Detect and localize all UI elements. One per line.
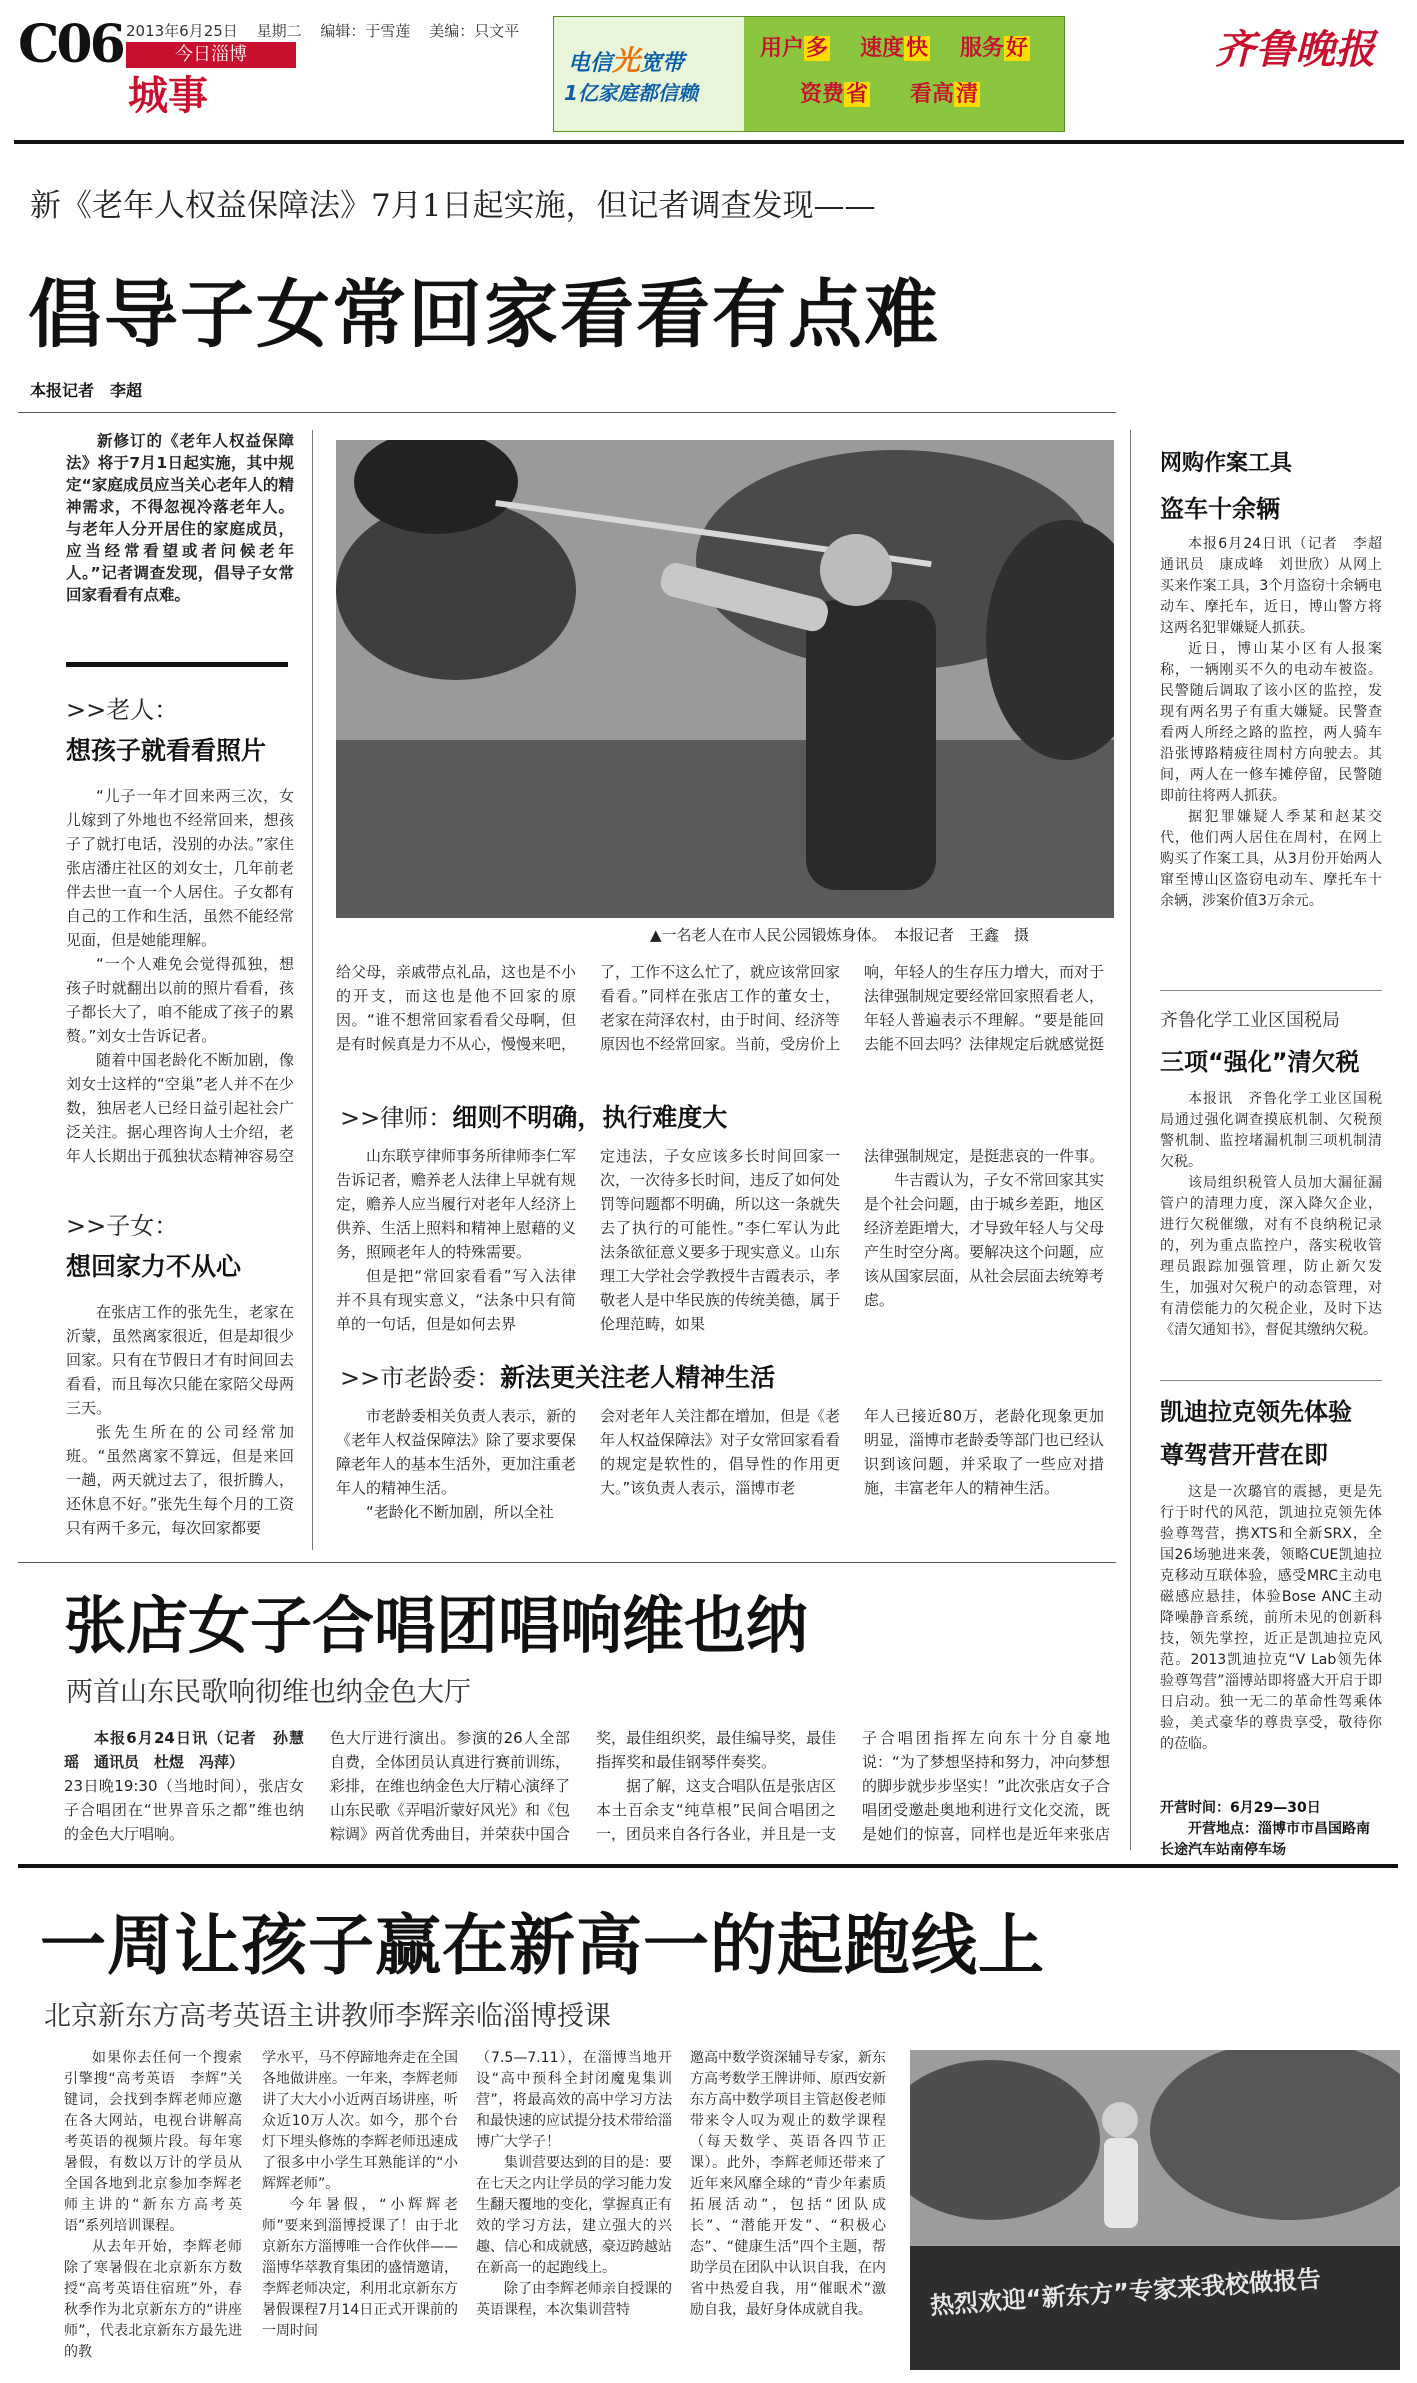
- story2-col-1: [64, 1726, 304, 1842]
- s3-c-para-1: 法律强制规定，是挺悲哀的一件事。: [864, 1147, 1104, 1165]
- ad-brand-tail: 宽带: [640, 51, 685, 76]
- story1-lead-text: 新修订的《老年人权益保障法》将于7月1日起实施，其中规定“家庭成员应当关心老年人的精神需求，不得忽视冷落老年人。与老年人分开居住的家庭成员，应当经常看望或者问候老年人。”记者调查发现，倡导子女常回家看看有点难。: [66, 432, 294, 604]
- sidebar-item-auto-theft: [1160, 446, 1382, 974]
- man-body: [806, 600, 936, 890]
- speaker-body: [1104, 2138, 1138, 2228]
- lead-rule: [66, 662, 288, 667]
- ad-brand-highlight: 光: [612, 44, 641, 77]
- sidebar-rule-2: [1160, 1380, 1382, 1381]
- story3-col1-para-1: 如果你去任何一个搜索引擎搜“高考英语 李辉”关键词，会找到李辉老师应邀在各大网站，电视台讲解高考英语的视频片段。每年寒暑假，有数以万计的学员从全国各地到北京参加李辉老师主讲的“新东方高考英语”系列培训课程。: [64, 2050, 242, 2234]
- s2-body: [66, 1300, 294, 1544]
- mid-col-b: [600, 960, 840, 1060]
- s3-heading: [340, 1098, 727, 1134]
- story1-rule: [18, 412, 1116, 413]
- story3-photo: [910, 2050, 1400, 2370]
- story1-byline: 本报记者 李超: [30, 381, 143, 400]
- story2-subhead: 两首山东民歌响彻维也纳金色大厅: [66, 1677, 471, 1708]
- park-exercise-illustration: [336, 440, 1114, 918]
- a3-title-1: 凯迪拉克领先体验: [1160, 1398, 1352, 1426]
- story2-col-3: [596, 1726, 836, 1842]
- designer: 美编：只文平: [429, 22, 520, 40]
- s4-b-text: 会对老年人关注都在增加，但是《老年人权益保障法》对子女常回家看看的规定是软性的，倡导性的作用更大。”该负责人表示，淄博市老: [600, 1407, 840, 1497]
- s4-a-para-2: “老龄化不断加剧，所以全社: [366, 1503, 554, 1521]
- s3-prefix: >>律师：: [340, 1104, 453, 1132]
- story3-headline: 一周让孩子赢在新高一的起跑线上: [40, 1907, 1045, 1984]
- ad-slogan-5: 看高清: [910, 82, 979, 107]
- man-head: [820, 534, 892, 606]
- story3-col-3: [476, 2048, 672, 2364]
- s3-b-text: 定违法，子女应该多长时间回家一次，一次待多长时间，违反了如何处罚等问题都不明确，所以这一条就失去了执行的可能性。”李仁军认为此法条欲征意义要多于现实意义。山东理工大学社会学教授牛吉霞表示，孝敬老人是中华民族的传统美德，属于伦理范畴，如果: [600, 1147, 840, 1333]
- s2-para-1: 在张店工作的张先生，老家在沂蒙，虽然离家很近，但是却很少回家。只有在节假日才有时间回去看看，而且每次只能在家陪父母两三天。: [66, 1303, 294, 1417]
- a2-body: [1160, 1089, 1382, 1371]
- ad-brand-top: 电信: [568, 51, 613, 76]
- col-divider-1: [312, 430, 313, 1550]
- mid-col-b-text: 了，工作不这么忙了，就应该常回家看看。”同样在张店工作的董女士，老家在菏泽农村，由于时间、经济等原因也不经常回家。当前，受房价上: [600, 963, 840, 1053]
- s3-col-c: [864, 1144, 1104, 1340]
- sidebar-item-cadillac: [1160, 1392, 1382, 1861]
- story2-col3-para-2: 据了解，这支合唱队伍是张店区本土百余支“纯草根”民间合唱团之一，团员来自各行各业，并且是一支: [596, 1777, 836, 1842]
- story2-col3-para-1: 奖，最佳组织奖，最佳编导奖，最佳指挥奖和最佳钢琴伴奏奖。: [596, 1729, 836, 1771]
- a1-title: 盗车十余辆: [1160, 495, 1280, 523]
- s2-para-2: 张先生所在的公司经常加班。“虽然离家不算远，但是来回一趟，两天就过去了，很折腾人，还休息不好。”张先生每个月的工资只有两千多元，每次回家都要: [66, 1423, 294, 1537]
- story1-kicker: 新《老年人权益保障法》7月1日起实施，但记者调查发现——: [30, 188, 876, 224]
- s1-title: 想孩子就看看照片: [66, 736, 267, 765]
- paper-logo: 齐鲁晚报: [1215, 26, 1375, 73]
- s3-col-b: [600, 1144, 840, 1340]
- mid-col-a: [336, 960, 576, 1060]
- speaker-head: [1102, 2102, 1138, 2138]
- s3-title: 细则不明确，执行难度大: [452, 1103, 728, 1132]
- a3-place: 开营地点：淄博市市昌国路南长途汽车站南停车场: [1160, 1821, 1370, 1858]
- story1-headline: 倡导子女常回家看看有点难: [28, 272, 940, 358]
- s1-para-1: “儿子一年才回来两三次，女儿嫁到了外地也不经常回来，想孩子了就打电话，没别的办法。”家住张店潘庄社区的刘女士，几年前老伴去世一直一个人居住。子女都有自己的工作和生活，虽然不能经常见面，但是她能理解。: [66, 787, 294, 949]
- story3-col-2: [262, 2048, 458, 2364]
- issue-date: 2013年6月25日: [126, 22, 238, 40]
- story2-headline: 张店女子合唱团唱响维也纳: [64, 1589, 809, 1662]
- a1-body: [1160, 534, 1382, 974]
- a2-kicker: 齐鲁化学工业区国税局: [1160, 1010, 1340, 1031]
- a3-text: 这是一次璐官的震撼，更是先行于时代的风范，凯迪拉克领先体验尊驾营，携XTS和全新SRX，全国26场驰进来袭，领略CUE凯迪拉克移动互联体验，感受MRC主动电磁感应悬挂，体验Bose ANC主动降噪静音系统，前所未见的创新科技，领先掌控，近正是凯迪拉克风范。2013凯迪拉克“V Lab领先体验尊驾营”淄博站即将盛大开启于即日启动。独一无二的革命性驾乘体验，美式豪华的尊贵享受，敬待你的莅临。: [1160, 1484, 1382, 1752]
- a1-para-1: 本报6月24日讯（记者 李超 通讯员 康成峰 刘世欣）从网上买来作案工具，3个月盗窃十余辆电动车、摩托车，近日，博山警方将这两名犯罪嫌疑人抓获。: [1160, 536, 1382, 636]
- s2-heading: [66, 1206, 241, 1283]
- s2-prefix: >>子女：: [66, 1212, 179, 1240]
- s3-c-para-2: 牛吉霞认为，子女不常回家其实是个社会问题，由于城乡差距，地区经济差距增大，才导致年轻人与父母产生时空分离。要解决这个问题，应该从国家层面，从社会层面去统筹考虑。: [864, 1171, 1104, 1309]
- ad-slogan-4: 资费省: [800, 82, 869, 107]
- s4-prefix: >>市老龄委：: [340, 1364, 501, 1392]
- story3-col4-text: 邀高中数学资深辅导专家，新东方高考数学王牌讲师、原西安新东方高中数学项目主管赵俊老师带来令人叹为观止的数学课程（每天数学、英语各四节正课）。此外，李辉老师还带来了近年来风靡全球的“青少年素质拓展活动”，包括“团队成长”、“潜能开发”、“积极心态”、“健康生活”四个主题，帮助学员在团队中认识自我，在内省中热爱自我，用“催眠术”激励自我，最好身体成就自我。: [690, 2050, 886, 2318]
- page-number: C06: [18, 14, 123, 75]
- a3-time: 开营时间：6月29—30日: [1160, 1800, 1321, 1816]
- s4-c-text: 年人已接近80万，老龄化现象更加明显，淄博市老龄委等部门也已经认识到该问题，并采取了一些应对措施，丰富老年人的精神生活。: [864, 1407, 1104, 1497]
- sidebar-rule-1: [1160, 990, 1382, 991]
- s1-para-2: “一个人难免会觉得孤独，想孩子时就翻出以前的照片看看，孩子都长大了，咱不能成了孩子的累赘。”刘女士告诉记者。: [66, 955, 294, 1045]
- s1-para-3: 随着中国老龄化不断加剧，像刘女士这样的“空巢”老人并不在少数，独居老人已经日益引起社会广泛关注。据心理咨询人士介绍，老年人长期出于孤独状态精神容易空: [66, 1051, 294, 1165]
- mid-col-c-text: 响，年轻人的生存压力增大，而对于法律强制规定要经常回家照看老人，年轻人普遍表示不理解。“要是能回去能不回去吗？法律规定后就感觉挺: [864, 963, 1104, 1053]
- header-rule: [14, 140, 1404, 144]
- story2-col1-para-1: 23日晚19:30（当地时间），张店女子合唱团在“世界音乐之都”维也纳的金色大厅唱响。: [64, 1777, 304, 1842]
- lecture-photo-illustration: [910, 2050, 1400, 2370]
- s4-heading: [340, 1358, 775, 1394]
- story3-subhead: 北京新东方高考英语主讲教师李辉亲临淄博授课: [44, 2001, 611, 2032]
- s4-a-para-1: 市老龄委相关负责人表示，新的《老年人权益保障法》除了要求要保障老年人的基本生活外，更加注重老年人的精神生活。: [336, 1407, 576, 1497]
- story3-col1-para-2: 从去年开始，李辉老师除了寒暑假在北京新东方数授“高考英语住宿班”外，春秋季作为北京新东方的“讲座师”，代表北京新东方最先进的教: [64, 2239, 242, 2360]
- ad-slogan-2: 速度快: [860, 36, 929, 61]
- page-header: [0, 0, 1417, 140]
- s4-col-b: [600, 1404, 840, 1550]
- editor: 编辑：于雪莲: [320, 22, 411, 40]
- story3-col3-para-1: （7.5—7.11），在淄博当地开设“高中预科全封闭魔鬼集训营”，将最高效的高中学习方法和最快速的应试提分技术带给淄博广大学子！: [476, 2050, 672, 2150]
- header-meta: [126, 20, 519, 41]
- a2-title: 三项“强化”清欠税: [1160, 1048, 1360, 1076]
- ad-slogan-1: 用户多: [760, 36, 829, 61]
- story1-lead: [66, 430, 294, 662]
- a2-para-2: 该局组织税管人员加大漏征漏管户的清理力度，深入降欠企业，进行欠税催缴，对有不良纳税记录的，列为重点监控户，落实税收管理员跟踪加强管理，防止新欠发生，加强对欠税户的动态管理，对有清偿能力的欠税企业，及时下达《清欠通知书》，督促其缴纳欠税。: [1160, 1175, 1382, 1338]
- banner-text: 热烈欢迎“新东方”专家来我校做报告: [929, 2264, 1322, 2320]
- story3-col3-para-3: 除了由李辉老师亲自授课的英语课程，本次集训营特: [476, 2281, 672, 2318]
- s4-col-c: [864, 1404, 1104, 1550]
- a1-para-2: 近日，博山某小区有人报案称，一辆刚买不久的电动车被盗。民警随后调取了该小区的监控，发现有两名男子有重大嫌疑。民警查看两人所经之路的监控，两人骑车沿张博路精疲往周村方向驶去。其间，两人在一修车摊停留，民警随即前往将两人抓获。: [1160, 641, 1382, 804]
- sidebar-item-tax: [1160, 1006, 1382, 1371]
- story3-col3-para-2: 集训营要达到的目的是：要在七天之内让学员的学习能力发生翻天覆地的变化，掌握真正有效的学习方法，建立强大的兴趣、信心和成就感，豪迈跨越站在新高一的起跑线上。: [476, 2155, 672, 2276]
- story2-col4-text: 子合唱团指挥左向东十分自豪地说：“为了梦想坚持和努力，冲向梦想的脚步就步步坚实！”此次张店女子合唱团受邀赴奥地利进行文化交流，既是她们的惊喜，同样也是近年来张店: [862, 1729, 1110, 1842]
- story2-col2-text: 色大厅进行演出。参演的26人全部自费，全体团员认真进行赛前训练，彩排，在维也纳金色大厅精心演绎了山东民歌《弄唱沂蒙好风光》和《包粽调》两首优秀曲目，并荣获中国合: [330, 1729, 570, 1842]
- s4-col-a: [336, 1404, 576, 1550]
- s2-title: 想回家力不从心: [66, 1252, 242, 1281]
- story3-col-1: [64, 2048, 242, 2364]
- story1-photo: [336, 440, 1114, 918]
- ad-slogan-3: 服务好: [960, 36, 1029, 61]
- story3-top-rule: [18, 1864, 1398, 1868]
- ad-brand-line2: 1亿家庭都信赖: [564, 81, 698, 105]
- story3-col2-para-1: 学水平，马不停蹄地奔走在全国各地做讲座。一年来，李辉老师讲了大大小小近两百场讲座，听众近10万人次。如今，那个台灯下埋头修炼的李辉老师迅速成了很多中小学生耳熟能详的“小辉辉老师”。: [262, 2050, 458, 2192]
- story2-top-rule: [18, 1562, 1116, 1563]
- s3-a-para-1: 山东联亨律师事务所律师李仁军告诉记者，赡养老人法律上早就有规定，赡养人应当履行对老年人经济上供养、生活上照料和精神上慰藉的义务，照顾老年人的特殊需要。: [336, 1147, 576, 1261]
- ground-shape: [336, 740, 1114, 918]
- story3-col-4: [690, 2048, 886, 2364]
- story2-col-2: [330, 1726, 570, 1842]
- a3-body: [1160, 1482, 1382, 1798]
- section-title: 城事: [128, 72, 208, 119]
- s3-a-para-2: 但是把“常回家看看”写入法律并不具有现实意义，“法条中只有简单的一句话，但是如何去界: [336, 1267, 576, 1333]
- s1-prefix: >>老人：: [66, 696, 179, 724]
- sidebar-divider: [1130, 430, 1131, 1850]
- ad-brand: [568, 39, 684, 79]
- mid-col-a-text: 给父母，亲戚带点礼品，这也是不小的开支，而这也是他不回家的原因。“谁不想常回家看看父母啊，但是有时候真是力不从心，慢慢来吧，: [336, 963, 576, 1053]
- a2-para-1: 本报讯 齐鲁化学工业区国税局通过强化调查摸底机制、欠税预警机制、监控堵漏机制三项机制清欠税。: [1160, 1091, 1382, 1170]
- mid-col-c: [864, 960, 1104, 1060]
- section-tag[interactable]: 今日淄博: [126, 42, 296, 68]
- a1-kicker: 网购作案工具: [1160, 451, 1293, 476]
- telecom-ad[interactable]: [553, 16, 1065, 132]
- s1-body: [66, 784, 294, 1170]
- story2-byline: 本报6月24日讯（记者 孙慧瑶 通讯员 杜煜 冯萍）: [64, 1729, 304, 1771]
- a3-title-2: 尊驾营开营在即: [1160, 1441, 1328, 1469]
- story3-col2-para-2: 今年暑假，“小辉辉老师”要来到淄博授课了！由于北京新东方淄博唯一合作伙伴——淄博华萃教育集团的盛情邀请，李辉老师决定，利用北京新东方暑假课程7月14日正式开课前的一周时间: [262, 2197, 458, 2339]
- ad-slogans: [760, 31, 1060, 121]
- photo-caption: ▲一名老人在市人民公园锻炼身体。 本报记者 王鑫 摄: [650, 926, 1030, 944]
- s4-title: 新法更关注老人精神生活: [500, 1363, 776, 1392]
- story2-col-4: [862, 1726, 1110, 1842]
- s1-heading: [66, 690, 266, 767]
- weekday: 星期二: [256, 22, 302, 40]
- a1-para-3: 据犯罪嫌疑人季某和赵某交代，他们两人居住在周村，在网上购买了作案工具，从3月份开始两人窜至博山区盗窃电动车、摩托车十余辆，涉案价值3万余元。: [1160, 809, 1382, 909]
- ad-brand-panel: [554, 17, 744, 131]
- s3-col-a: [336, 1144, 576, 1340]
